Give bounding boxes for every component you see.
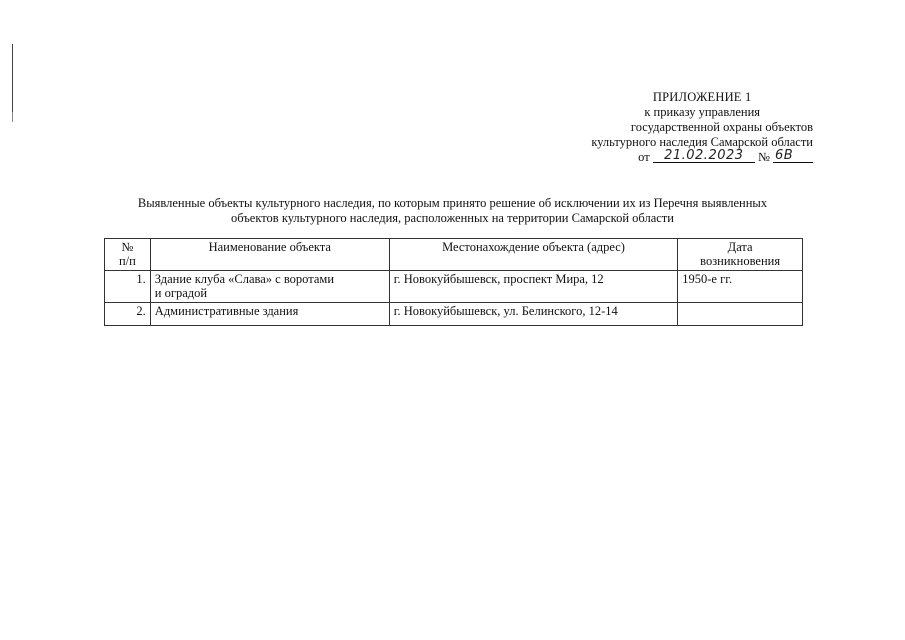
heading-line-2: объектов культурного наследия, расположенных на территории Самарской области <box>231 211 674 225</box>
header-number-line-2: п/п <box>118 254 136 268</box>
appendix-block <box>591 90 813 165</box>
row-address: г. Новокуйбышевск, ул. Белинского, 12-14 <box>389 303 678 326</box>
table-row <box>105 271 803 303</box>
row-name <box>150 271 389 303</box>
appendix-title: ПРИЛОЖЕНИЕ 1 <box>652 90 752 104</box>
row-name-line-2: и оградой <box>154 286 208 300</box>
appendix-line-1: к приказу управления <box>644 105 761 119</box>
row-address: г. Новокуйбышевск, проспект Мира, 12 <box>389 271 678 303</box>
row-date: 1950-е гг. <box>678 271 803 303</box>
appendix-line-2: государственной охраны объектов <box>630 120 813 134</box>
appendix-line-3: культурного наследия Самарской области <box>591 135 813 149</box>
row-name-line-1: Здание клуба «Слава» с воротами <box>154 272 335 286</box>
header-date-line-1: Дата <box>727 240 753 254</box>
order-date-number-line <box>591 150 813 165</box>
document-heading <box>80 196 825 226</box>
row-number: 1. <box>105 271 151 303</box>
row-name: Административные здания <box>150 303 389 326</box>
handwritten-date: 21.02.2023 <box>653 149 755 163</box>
table-header-row <box>105 239 803 271</box>
header-date <box>678 239 803 271</box>
from-label: от <box>638 150 650 164</box>
scan-margin-line-lower <box>12 112 13 122</box>
handwritten-number: 6В <box>773 149 813 163</box>
header-number-line-1: № <box>121 240 134 254</box>
table-row <box>105 303 803 326</box>
objects-table <box>104 238 803 326</box>
row-number: 2. <box>105 303 151 326</box>
header-number <box>105 239 151 271</box>
scan-margin-line <box>12 44 13 112</box>
header-name: Наименование объекта <box>150 239 389 271</box>
row-date <box>678 303 803 326</box>
header-date-line-2: возникновения <box>700 254 781 268</box>
number-label: № <box>757 150 770 164</box>
heading-line-1: Выявленные объекты культурного наследия, по которым принято решение об исключении их из Перечня выявленных <box>137 196 768 210</box>
header-address: Местонахождение объекта (адрес) <box>389 239 678 271</box>
